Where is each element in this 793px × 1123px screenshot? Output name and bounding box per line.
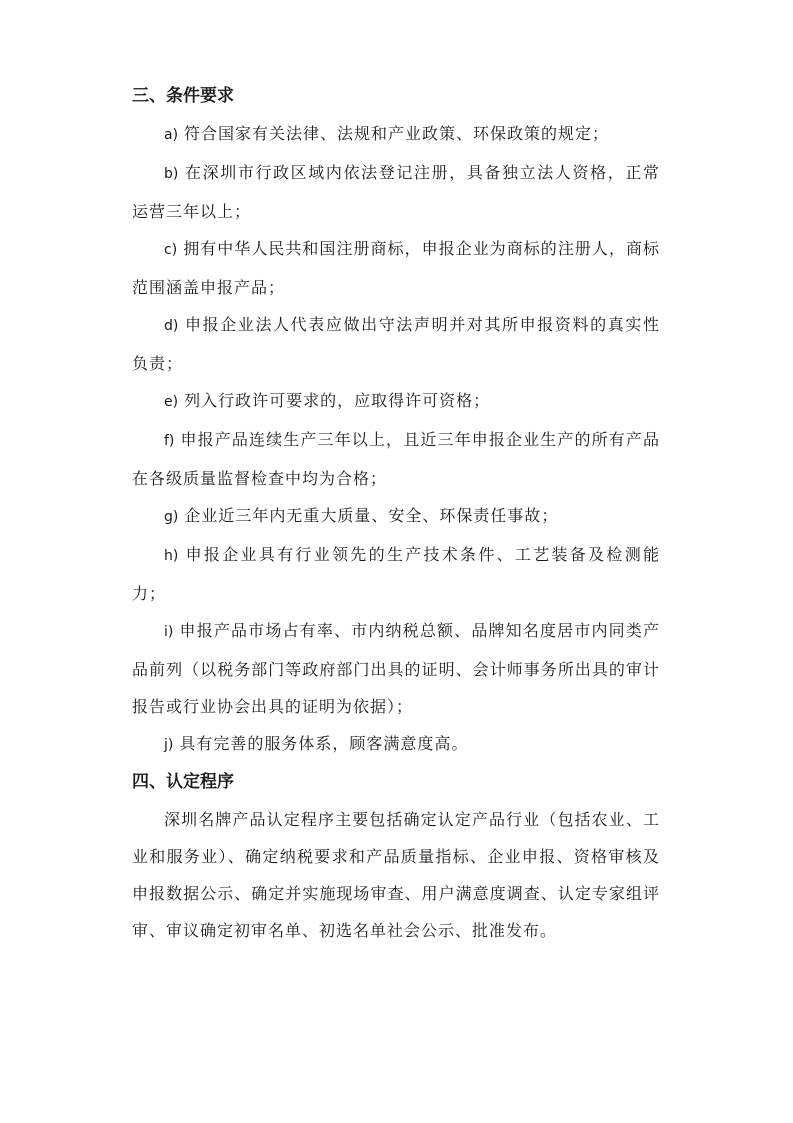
item-text: 企业近三年内无重大质量、安全、环保责任事故； [184,506,559,525]
item-marker: b) [164,166,179,182]
item-text: 符合国家有关法律、法规和产业政策、环保政策的规定； [184,124,610,143]
item-marker: g) [164,509,179,525]
requirement-item-j [132,725,660,764]
item-marker: j) [164,737,174,753]
item-text: 申报产品连续生产三年以上，且近三年申报企业生产的所有产品在各级质量监督检查中均为合格； [132,430,660,488]
item-marker: a) [164,127,179,143]
item-marker: i) [164,624,174,640]
document-body [132,78,660,949]
requirement-item-a [132,115,660,154]
item-text: 申报企业法人代表应做出守法声明并对其所申报资料的真实性负责； [132,315,660,373]
item-text: 在深圳市行政区域内依法登记注册，具备独立法人资格，正常运营三年以上； [132,163,660,221]
item-marker: e) [164,394,179,410]
item-marker: c) [164,242,178,258]
item-text: 具有完善的服务体系，顾客满意度高。 [179,734,469,753]
item-marker: d) [164,318,179,334]
requirement-item-c [132,230,660,306]
requirement-item-g [132,497,660,536]
item-text: 申报产品市场占有率、市内纳税总额、品牌知名度居市内同类产品前列（以税务部门等政府部门出具的证明、会计师事务所出具的审计报告或行业协会出具的证明为依据）； [132,621,660,716]
requirement-item-b [132,154,660,230]
item-text: 列入行政许可要求的，应取得许可资格； [184,391,491,410]
requirement-item-i [132,612,660,725]
item-text: 申报企业具有行业领先的生产技术条件、工艺装备及检测能力； [132,545,660,603]
item-text: 拥有中华人民共和国注册商标，申报企业为商标的注册人，商标范围涵盖申报产品； [132,239,660,297]
procedure-paragraph: 深圳名牌产品认定程序主要包括确定认定产品行业（包括农业、工业和服务业）、确定纳税要求和产品质量指标、企业申报、资格审核及申报数据公示、确定并实施现场审查、用户满意度调查、认定专家组评审、审议确定初审名单、初选名单社会公示、批准发布。 [132,810,660,940]
item-marker: f) [164,433,175,449]
section-4-heading: 四、认定程序 [132,772,234,792]
requirement-item-d [132,306,660,382]
section-3-heading: 三、条件要求 [132,86,234,106]
requirement-item-h [132,536,660,612]
item-marker: h) [164,548,179,564]
requirement-item-f [132,421,660,497]
requirement-item-e [132,382,660,421]
